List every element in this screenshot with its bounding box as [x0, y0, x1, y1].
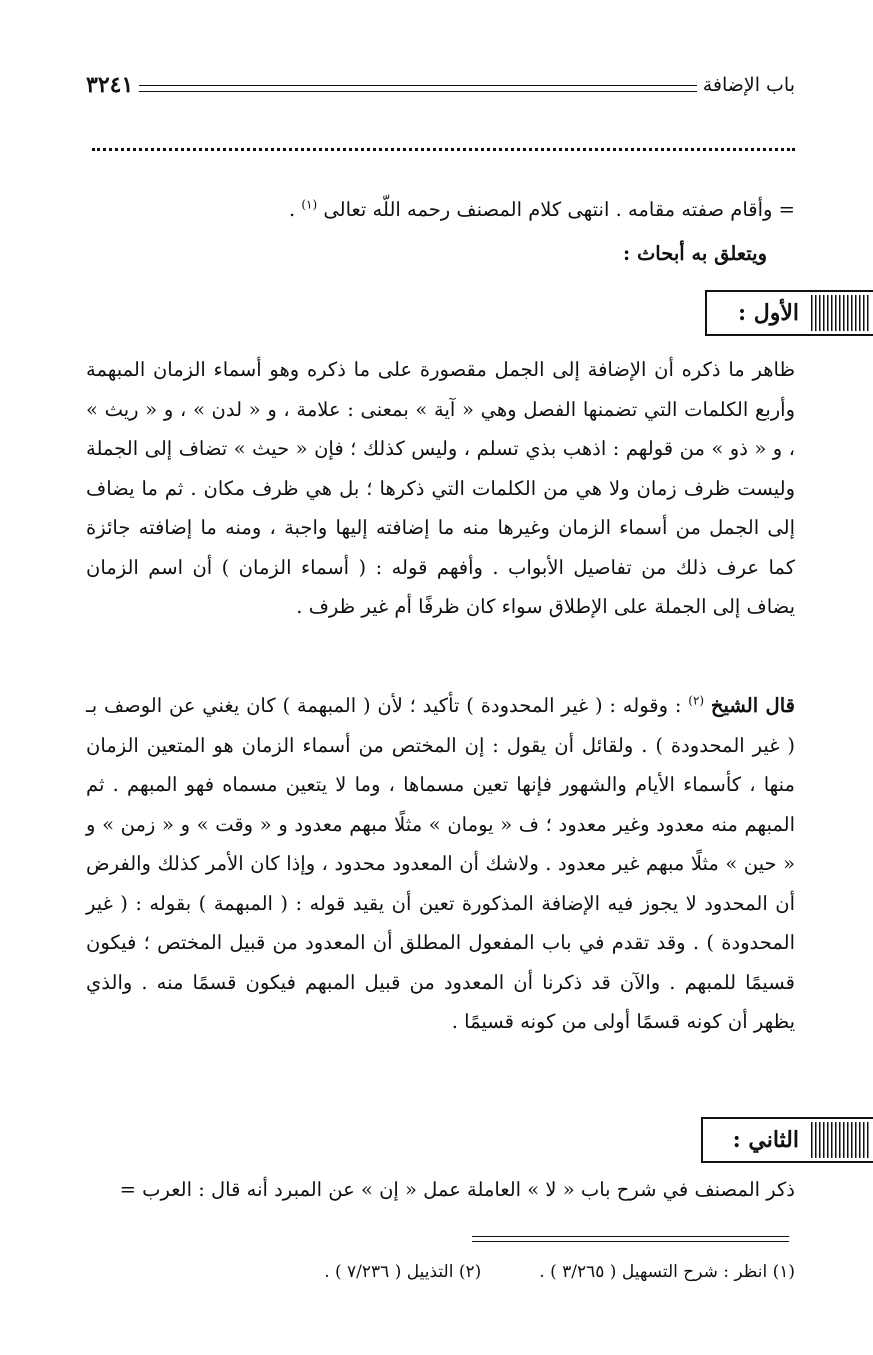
- page-number: ٣٢٤١: [86, 72, 134, 98]
- running-header: [86, 68, 795, 102]
- continuation-mark: =: [772, 198, 795, 221]
- dotted-separator: [92, 148, 795, 151]
- hatch-ornament: [811, 295, 869, 331]
- footnote-ref-1: (١): [301, 197, 318, 212]
- paragraph-sheikh-text: : وقوله : ( غير المحدودة ) تأكيد ؛ لأن ( المبهمة ) كان يغني عن الوصف بـ ( غير المحدودة ) . ولقائل أن يقول : إن المختص من أسماء الزمان هو المتعين الزمان منها ، كأسماء الأيام والشهور فإنها تعين مسماها ، وما لا يتعين مسماه فهو المبهم . ثم المبهم منه معدود وغير معدود ؛ ف « يومان » مثلًا مبهم معدود و « وقت » و « زمن » و « حين » مثلًا مبهم غير معدود . ولاشك أن المعدود محدود ، وإذا كان الأمر كذلك والفرض أن المحدود لا يجوز فيه الإضافة المذكورة تعين أن يقيد قوله : ( المبهمة ) بقوله : ( غير المحدودة ) . وقد تقدم في باب المفعول المطلق أن المعدود من قبيل المختص ؛ فيكون قسيمًا للمبهم . والآن قد ذكرنا أن المعدود من قبيل المبهم فيكون قسمًا منه . والذي يظهر أن كونه قسمًا أولى من كونه قسيمًا .: [86, 694, 795, 1033]
- intro-line-2: ويتعلق به أبحاث :: [622, 242, 767, 265]
- intro-line-1-text: وأقام صفته مقامه . انتهى كلام المصنف رحمه اللّه تعالى: [317, 198, 773, 221]
- footnotes: [200, 1262, 795, 1282]
- paragraph-sheikh-body: [86, 686, 795, 1042]
- section-heading-second: [701, 1117, 873, 1163]
- footnote-2: (٢) التذييل ( ٧/٢٣٦ ) .: [324, 1262, 482, 1282]
- paragraph-second-line: ذكر المصنف في شرح باب « لا » العاملة عمل « إن » عن المبرد أنه قال : العرب =: [119, 1178, 795, 1201]
- hatch-ornament: [811, 1122, 869, 1158]
- chapter-title: باب الإضافة: [702, 74, 795, 96]
- paragraph-first: [86, 350, 795, 627]
- footnote-1: (١) انظر : شرح التسهيل ( ٣/٢٦٥ ) .: [539, 1262, 795, 1282]
- intro-line-1-end: .: [288, 198, 302, 221]
- paragraph-sheikh: [86, 686, 795, 1042]
- footnote-separator: [472, 1236, 789, 1242]
- header-double-rule: [139, 85, 696, 92]
- footnote-ref-2: (٢): [688, 693, 705, 708]
- paragraph-first-text: ظاهر ما ذكره أن الإضافة إلى الجمل مقصورة على ما ذكره وهو أسماء الزمان المبهمة وأربع الكلمات التي تضمنها الفصل وهي « آية » بمعنى : علامة ، و « لدن » ، و « ريث » ، و « ذو » من قولهم : اذهب بذي تسلم ، وليس كذلك ؛ فإن « حيث » تضاف إلى الجملة وليست ظرف زمان ولا هي من الكلمات التي ذكرها ؛ بل هي ظرف مكان . ثم ما يضاف إلى الجمل من أسماء الزمان وغيرها منه ما إضافته إليها واجبة ، ومنه ما إضافته جائزة كما عرف ذلك من تفاصيل الأبواب . وأفهم قوله : ( أسماء الزمان ) أن اسم الزمان يضاف إلى الجملة على الإطلاق سواء كان ظرفًا أم غير ظرف .: [86, 358, 795, 618]
- intro-line-1: [288, 197, 795, 221]
- section-label-second: الثاني :: [732, 1127, 799, 1153]
- paragraph-sheikh-lead: قال الشيخ: [710, 694, 795, 717]
- section-heading-first: [705, 290, 873, 336]
- section-label-first: الأول :: [737, 300, 799, 326]
